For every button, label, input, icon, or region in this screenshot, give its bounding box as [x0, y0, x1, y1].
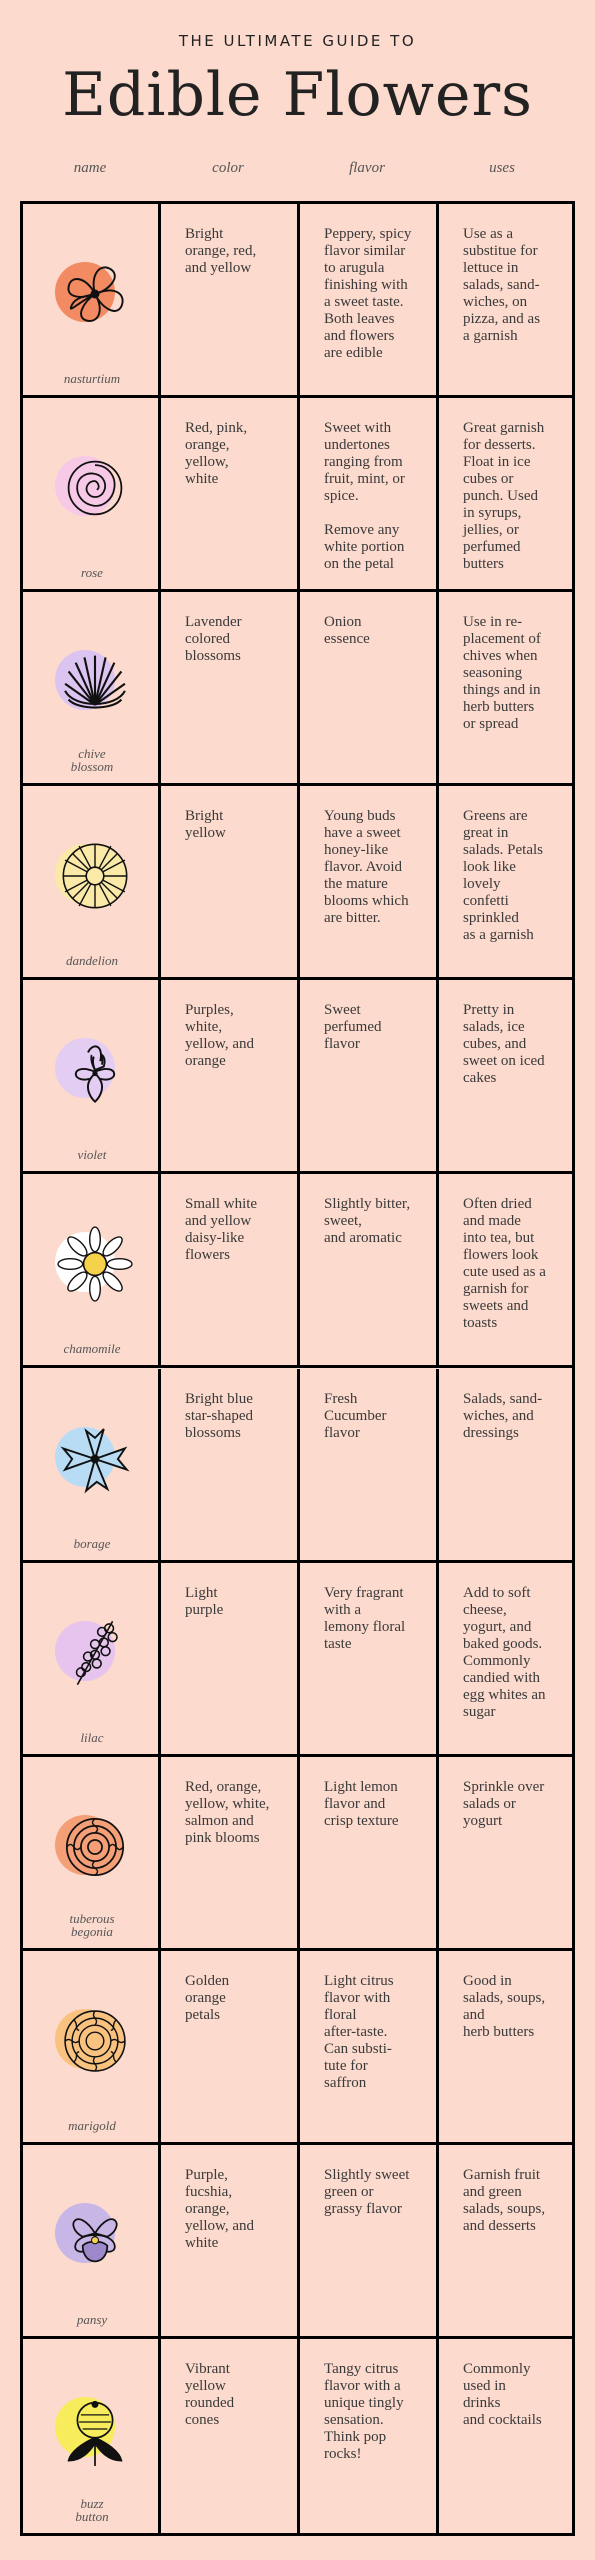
name-cell: [23, 204, 161, 395]
name-cell: [23, 398, 161, 589]
flower-name: chive blossom: [70, 746, 114, 775]
flavor-cell: [300, 1951, 439, 2142]
flavor-text: Light lemon flavor and crisp texture: [324, 1778, 399, 1829]
table-row: [23, 1563, 572, 1757]
uses-text: Pretty in salads, ice cubes, and sweet on iced cakes: [463, 1002, 545, 1087]
table-row: [23, 1951, 572, 2145]
name-cell: [23, 2145, 161, 2336]
flower-name: rose: [81, 565, 103, 581]
flavor-text: Sweet perfumed flavor: [324, 1002, 382, 1053]
column-headers: [0, 160, 595, 186]
name-cell: [23, 1757, 161, 1948]
flavor-text: Very fragrant with a lemony floral taste: [324, 1584, 406, 1652]
uses-cell: [439, 2145, 572, 2336]
uses-cell: [439, 980, 572, 1171]
header: [0, 0, 595, 200]
uses-text: Add to soft cheese, yogurt, and baked goods. Commonly candied with egg whites an sugar: [463, 1584, 546, 1720]
color-text: Golden orange petals: [185, 1972, 230, 2023]
buzz-button-icon: [43, 2381, 143, 2481]
table-row: [23, 786, 572, 980]
flower-name: dandelion: [66, 953, 118, 969]
name-cell: [23, 786, 161, 977]
flavor-text: Slightly bitter, sweet, and aromatic: [324, 1196, 411, 1247]
flavor-cell: [300, 980, 439, 1171]
pansy-icon: [43, 2187, 143, 2287]
tuberous-begonia-icon: [43, 1799, 143, 1899]
flavor-cell: [300, 204, 439, 395]
uses-text: Commonly used in drinks and cocktails: [463, 2360, 542, 2428]
flower-name: borage: [73, 1535, 111, 1551]
uses-text: Use in re- placement of chives when seasoning things and in herb butters or spread: [463, 614, 541, 733]
kicker: THE ULTIMATE GUIDE TO: [178, 32, 417, 50]
flavor-cell: [300, 2145, 439, 2336]
rose-icon: [43, 440, 143, 540]
chive-blossom-icon: [43, 634, 143, 734]
flower-name: lilac: [80, 1729, 104, 1745]
flavor-text: Peppery, spicy flavor similar to arugula finishing with a sweet taste. Both leaves and flowers are edible: [324, 226, 412, 361]
uses-cell: [439, 786, 572, 977]
uses-cell: [439, 1369, 572, 1560]
flavor-cell: [300, 786, 439, 977]
table-row: [23, 2145, 572, 2339]
flavor-cell: [300, 592, 439, 783]
color-cell: [161, 1174, 300, 1365]
flavor-cell: [300, 398, 439, 589]
flavor-text: Fresh Cucumber flavor: [324, 1390, 387, 1441]
flower-name: chamomile: [63, 1341, 121, 1357]
color-text: Lavender colored blossoms: [185, 614, 242, 665]
color-text: Vibrant yellow rounded cones: [185, 2360, 235, 2428]
table-row: [23, 980, 572, 1174]
nasturtium-icon: [43, 246, 143, 346]
color-cell: [161, 2145, 300, 2336]
column-header-flavor: flavor: [349, 160, 385, 176]
name-cell: [23, 1951, 161, 2142]
borage-icon: [43, 1411, 143, 1511]
color-cell: [161, 1563, 300, 1754]
flavor-text: Young buds have a sweet honey-like flavor. Avoid the mature blooms which are bitter.: [324, 808, 409, 927]
color-text: Bright blue star-shaped blossoms: [185, 1390, 254, 1441]
uses-cell: [439, 592, 572, 783]
column-header-uses: uses: [489, 160, 515, 176]
chamomile-icon: [43, 1216, 143, 1316]
flower-name: pansy: [76, 2311, 108, 2327]
color-text: Small white and yellow daisy-like flowers: [185, 1196, 258, 1264]
uses-text: Use as a substitue for lettuce in salads, sand- wiches, on pizza, and as a garnish: [463, 226, 541, 344]
flower-name: marigold: [68, 2117, 116, 2133]
violet-icon: [43, 1022, 143, 1122]
uses-text: Garnish fruit and green salads, soups, and desserts: [463, 2166, 546, 2234]
marigold-icon: [43, 1993, 143, 2093]
lilac-icon: [43, 1605, 143, 1705]
name-cell: [23, 592, 161, 783]
flavor-cell: [300, 2339, 439, 2533]
column-header-color: color: [212, 160, 244, 176]
table-row: [23, 204, 572, 398]
color-text: Red, orange, yellow, white, salmon and pink blooms: [185, 1778, 270, 1846]
flavor-text: Sweet with undertones ranging from fruit, mint, or spice. Remove any white portion on the petal: [324, 420, 405, 573]
flavor-text: Onion essence: [324, 614, 370, 648]
color-cell: [161, 1369, 300, 1560]
uses-cell: [439, 1951, 572, 2142]
table-row: [23, 398, 572, 592]
flavor-cell: [300, 1563, 439, 1754]
uses-cell: [439, 2339, 572, 2533]
flower-name: nasturtium: [63, 371, 121, 387]
uses-text: Greens are great in salads. Petals look like lovely confetti sprinkled as a garnish: [463, 808, 543, 944]
color-cell: [161, 398, 300, 589]
uses-text: Salads, sand- wiches, and dressings: [463, 1390, 543, 1441]
uses-cell: [439, 1563, 572, 1754]
table-row: [23, 1369, 572, 1563]
name-cell: [23, 1369, 161, 1560]
table-row: [23, 1757, 572, 1951]
color-cell: [161, 592, 300, 783]
table-row: [23, 592, 572, 786]
uses-text: Good in salads, soups, and herb butters: [463, 1972, 546, 2040]
uses-text: Great garnish for desserts. Float in ice cubes or punch. Used in syrups, jellies, or perfumed butters: [463, 420, 545, 573]
flower-name: violet: [77, 1147, 107, 1163]
name-cell: [23, 2339, 161, 2533]
flower-name: buzz button: [75, 2495, 109, 2524]
color-cell: [161, 1757, 300, 1948]
name-cell: [23, 980, 161, 1171]
flower-name: tuberous begonia: [69, 1910, 115, 1939]
color-text: Light purple: [185, 1584, 224, 1618]
flower-table: [20, 201, 575, 2536]
name-cell: [23, 1174, 161, 1365]
color-text: Red, pink, orange, yellow, white: [185, 420, 248, 488]
color-text: Bright orange, red, and yellow: [185, 226, 257, 276]
table-row: [23, 1174, 572, 1368]
color-text: Bright yellow: [185, 808, 226, 842]
color-cell: [161, 980, 300, 1171]
flavor-text: Light citrus flavor with floral after-taste. Can substi- tute for saffron: [324, 1972, 394, 2091]
flavor-cell: [300, 1174, 439, 1365]
flavor-cell: [300, 1369, 439, 1560]
color-cell: [161, 2339, 300, 2533]
flavor-text: Slightly sweet green or grassy flavor: [324, 2166, 410, 2217]
uses-text: Sprinkle over salads or yogurt: [463, 1778, 545, 1829]
flavor-text: Tangy citrus flavor with a unique tingly sensation. Think pop rocks!: [324, 2360, 404, 2462]
color-text: Purples, white, yellow, and orange: [185, 1002, 255, 1070]
color-cell: [161, 786, 300, 977]
page-title: Edible Flowers: [62, 60, 533, 130]
dandelion-icon: [43, 828, 143, 928]
color-cell: [161, 1951, 300, 2142]
uses-text: Often dried and made into tea, but flowers look cute used as a garnish for sweets and toasts: [463, 1196, 546, 1332]
uses-cell: [439, 398, 572, 589]
color-text: Purple, fucshia, orange, yellow, and white: [185, 2166, 255, 2251]
table-row: [23, 2339, 572, 2533]
uses-cell: [439, 204, 572, 395]
name-cell: [23, 1563, 161, 1754]
uses-cell: [439, 1174, 572, 1365]
color-cell: [161, 204, 300, 395]
uses-cell: [439, 1757, 572, 1948]
column-header-name: name: [73, 160, 107, 176]
flavor-cell: [300, 1757, 439, 1948]
